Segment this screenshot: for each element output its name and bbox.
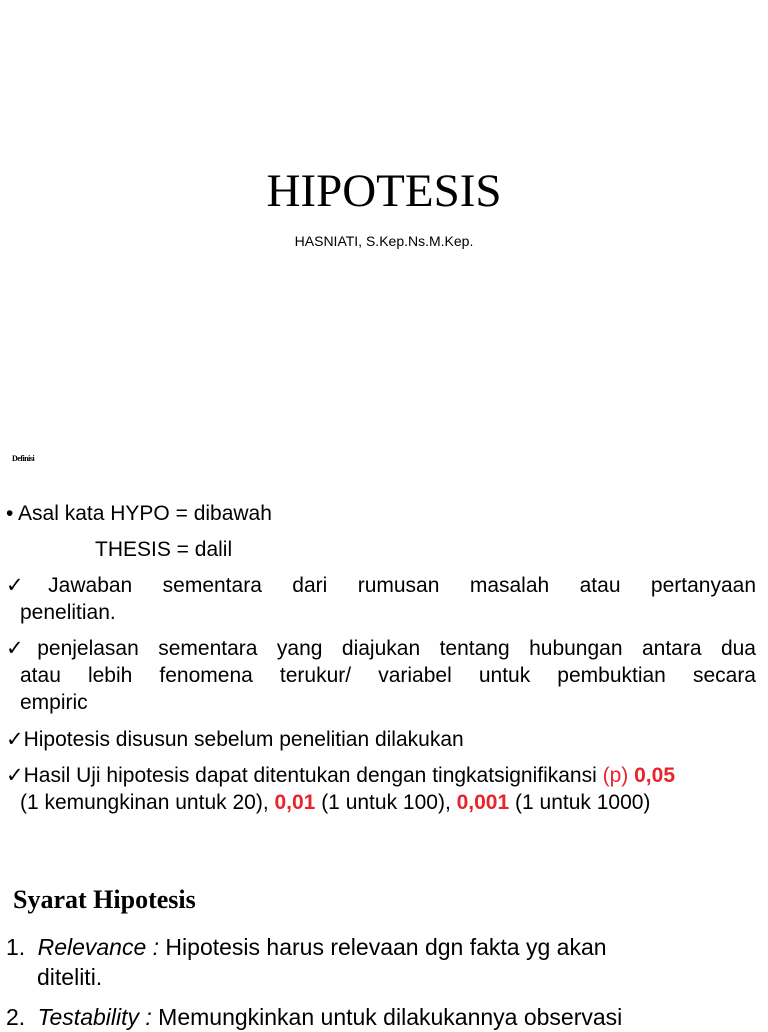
title-slide [0,0,768,420]
requirement-item-1 [6,932,607,962]
check-item-4-text: ✓Hasil Uji hipotesis dapat ditentukan dengan tingkatsignifikansi [6,764,603,787]
significance-0001: 0,001 [456,791,510,814]
check-item-4-text-c: (1 untuk 100), [315,791,457,814]
check-item-1-line1: ✓Jawaban sementara dari rumusan masalah atau pertanyaan [6,574,756,597]
requirement-item-2 [6,1002,622,1032]
item-2-term: Testability : [37,1004,152,1030]
significance-001: 0,01 [274,791,316,814]
check-item-2-line2: atau lebih fenomena terukur/ variabel untuk pembuktian secara [20,664,756,687]
item-1-text: Hipotesis harus relevaan dgn fakta yg akan [159,934,607,960]
significance-005: 0,05 [634,764,675,787]
check-item-4-line1 [6,762,675,789]
definition-label: Definisi [12,454,35,463]
bullet-origin: • Asal kata HYPO = dibawah [6,502,272,525]
item-2-text: Memungkinkan untuk dilakukannya observasi [151,1004,623,1030]
requirements-heading: Syarat Hipotesis [13,885,196,914]
thesis-line: THESIS = dalil [95,538,233,561]
slide-title: HIPOTESIS [266,165,502,217]
item-1-number: 1. [6,934,26,960]
check-item-2 [6,635,756,662]
check-item-1-line2: penelitian. [20,601,116,624]
slide-subtitle: HASNIATI, S.Kep.Ns.M.Kep. [294,233,474,249]
check-item-3: ✓Hipotesis disusun sebelum penelitian dilakukan [6,728,464,751]
item-1-term: Relevance : [37,934,160,960]
item-1-continuation: diteliti. [37,964,103,990]
check-item-4-line2 [20,789,650,816]
check-item-4-text-d: (1 untuk 1000) [509,791,651,814]
p-label: (p) [602,764,635,787]
check-item-2-line1: ✓penjelasan sementara yang diajukan tentang hubungan antara dua [6,637,756,660]
item-2-number: 2. [6,1004,26,1030]
check-item-4-text-b: (1 kemungkinan untuk 20), [20,791,275,814]
check-item-2-line3: empiric [20,691,88,714]
check-item-1 [6,572,756,599]
